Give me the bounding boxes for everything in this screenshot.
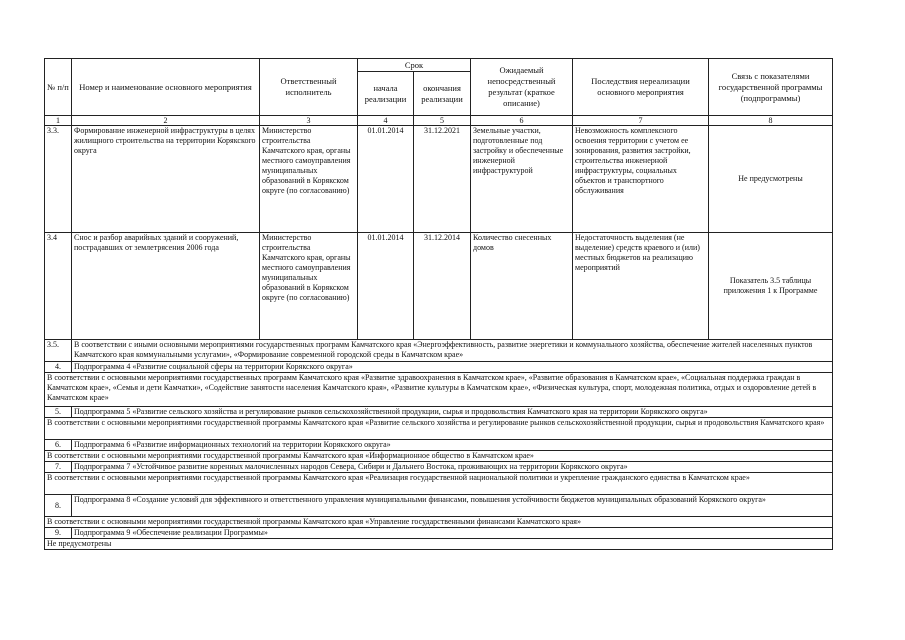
col-number: 3 xyxy=(260,116,358,126)
row-executor: Министерство строительства Камчатского края, органы местного самоуправления муниципальных образований в Корякском округе (по согласованию) xyxy=(260,233,358,340)
col-number: 8 xyxy=(709,116,833,126)
header-start: начала реализации xyxy=(358,72,414,116)
section-body-row xyxy=(45,517,833,528)
section-num: 6. xyxy=(45,440,72,451)
section-body-row xyxy=(45,373,833,407)
row-executor: Министерство строительства Камчатского края, органы местного самоуправления муниципальных образований в Корякском округе (по согласованию) xyxy=(260,126,358,233)
header-end: окончания реализации xyxy=(414,72,471,116)
section-body-row xyxy=(45,539,833,550)
col-number: 4 xyxy=(358,116,414,126)
section-title-row xyxy=(45,495,833,517)
section-title-row xyxy=(45,362,833,373)
row-start: 01.01.2014 xyxy=(358,126,414,233)
section-num: 4. xyxy=(45,362,72,373)
col-number: 5 xyxy=(414,116,471,126)
row-link: Не предусмотрены xyxy=(709,126,833,233)
table-row xyxy=(45,126,833,233)
row-num: 3.3. xyxy=(45,126,72,233)
section-title-row xyxy=(45,440,833,451)
section-num: 5. xyxy=(45,407,72,418)
section-body: В соответствии с основными мероприятиями государственной программы Камчатского края «Информационное общество в Камчатском крае» xyxy=(45,451,833,462)
section-num: 9. xyxy=(45,528,72,539)
section-body-row xyxy=(45,473,833,495)
table-row xyxy=(45,233,833,340)
section-title: Подпрограмма 8 «Создание условий для эффективного и ответственного управления муниципальными финансами, повышения устойчивости бюджетов муниципальных образований Корякского округа» xyxy=(72,495,833,517)
header-num: № п/п xyxy=(45,59,72,116)
row-result: Земельные участки, подготовленные под застройку и обеспеченные инженерной инфраструктурой xyxy=(471,126,573,233)
header-link: Связь с показателями государственной программы (подпрограммы) xyxy=(709,59,833,116)
col-number: 2 xyxy=(72,116,260,126)
section-body: В соответствии с основными мероприятиями государственной программы Камчатского края «Развитие сельского хозяйства и регулирование рынков сельскохозяйственной продукции, сырья и продовольствия Камчатского края» xyxy=(45,418,833,440)
section-title: Подпрограмма 9 «Обеспечение реализации Программы» xyxy=(72,528,833,539)
row-end: 31.12.2021 xyxy=(414,126,471,233)
section-body: Не предусмотрены xyxy=(45,539,833,550)
header-consequences: Последствия нереализации основного мероприятия xyxy=(573,59,709,116)
header-executor: Ответственный исполнитель xyxy=(260,59,358,116)
section-title: Подпрограмма 5 «Развитие сельского хозяйства и регулирование рынков сельскохозяйственной продукции, сырья и продовольствия Камчатского края на территории Корякского округа» xyxy=(72,407,833,418)
section-title-row xyxy=(45,462,833,473)
col-number: 1 xyxy=(45,116,72,126)
row-result: Количество снесенных домов xyxy=(471,233,573,340)
header-result: Ожидаемый непосредственный результат (краткое описание) xyxy=(471,59,573,116)
header-name: Номер и наименование основного мероприятия xyxy=(72,59,260,116)
section-body: В соответствии с основными мероприятиями государственной программы Камчатского края «Управление государственными финансами Камчатского края» xyxy=(45,517,833,528)
section-body-row xyxy=(45,451,833,462)
section-title: Подпрограмма 7 «Устойчивое развитие коренных малочисленных народов Севера, Сибири и Дальнего Востока, проживающих на территории Корякского округа» xyxy=(72,462,833,473)
section-title: Подпрограмма 4 «Развитие социальной сферы на территории Корякского округа» xyxy=(72,362,833,373)
row-text: В соответствии с иными основными мероприятиями государственных программ Камчатского края «Энергоэффективность, развитие энергетики и коммунального хозяйства, обеспечение жителей населенных пунктов Камчатского края коммунальными услугами», «Формирование современной городской среды в Камчатском крае» xyxy=(72,340,833,362)
column-numbers-row xyxy=(45,116,833,126)
row-consequences: Невозможность комплексного освоения территории с учетом ее зонирования, развития застройки, строительства инженерной инфраструктуры, социальных объектов и транспортного обслуживания xyxy=(573,126,709,233)
row-num: 3.5. xyxy=(45,340,72,362)
section-num: 7. xyxy=(45,462,72,473)
section-body: В соответствии с основными мероприятиями государственной программы Камчатского края «Реализация государственной национальной политики и укрепление гражданского единства в Камчатском крае» xyxy=(45,473,833,495)
section-body: В соответствии с основными мероприятиями государственных программ Камчатского края «Развитие здравоохранения в Камчатском крае», «Развитие образования в Камчатском крае», «Социальная поддержка граждан в Камчатском крае», «Семья и дети Камчатки», «Содействие занятости населения Камчатского края», «Развитие культуры в Камчатском крае», «Физическая культура, спорт, молодежная политика, отдых и оздоровление детей в Камчатском крае» xyxy=(45,373,833,407)
row-start: 01.01.2014 xyxy=(358,233,414,340)
row-name: Формирование инженерной инфраструктуры в целях жилищного строительства на территории Корякского округа xyxy=(72,126,260,233)
table-row xyxy=(45,340,833,362)
section-num: 8. xyxy=(45,495,72,517)
row-name: Снос и разбор аварийных зданий и сооружений, пострадавших от землетрясения 2006 года xyxy=(72,233,260,340)
header-term: Срок xyxy=(358,59,471,72)
section-title: Подпрограмма 6 «Развитие информационных технологий на территории Корякского округа» xyxy=(72,440,833,451)
col-number: 7 xyxy=(573,116,709,126)
row-link: Показатель 3.5 таблицы приложения 1 к Программе xyxy=(709,233,833,340)
measures-table xyxy=(44,58,833,550)
section-title-row xyxy=(45,528,833,539)
section-title-row xyxy=(45,407,833,418)
row-num: 3.4 xyxy=(45,233,72,340)
row-end: 31.12.2014 xyxy=(414,233,471,340)
row-consequences: Недостаточность выделения (не выделение) средств краевого и (или) местных бюджетов на реализацию мероприятий xyxy=(573,233,709,340)
section-body-row xyxy=(45,418,833,440)
col-number: 6 xyxy=(471,116,573,126)
